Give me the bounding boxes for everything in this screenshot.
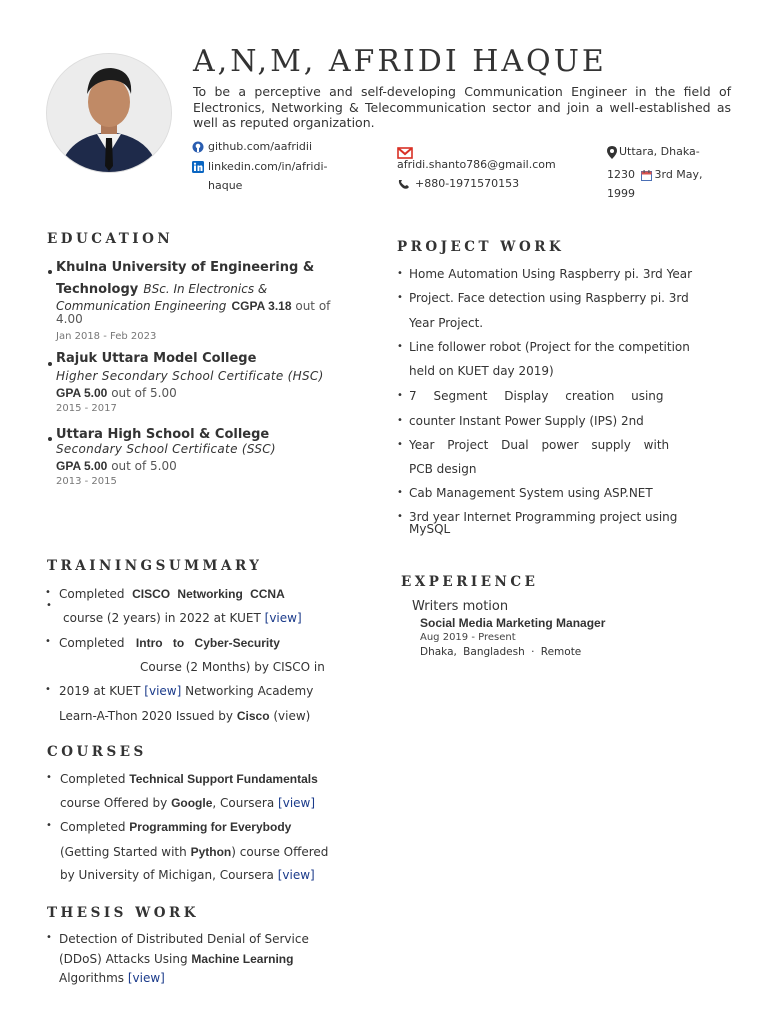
address-line-2: 1230 bbox=[607, 168, 635, 181]
project-line-6: 7 Segment Display creation using bbox=[409, 389, 664, 403]
training-5b: Networking Academy bbox=[185, 684, 314, 698]
location-pin-icon bbox=[607, 146, 617, 159]
course-1a: Completed bbox=[60, 772, 126, 786]
linkedin-icon bbox=[192, 161, 204, 173]
project-line-9: PCB design bbox=[409, 462, 477, 476]
address-line-1: Uttara, Dhaka- bbox=[619, 145, 700, 158]
course-line-3 bbox=[60, 820, 291, 834]
training-view-link-2[interactable]: [view] bbox=[144, 684, 182, 698]
training-2a: course (2 years) in 2022 at KUET bbox=[63, 611, 261, 625]
course-line-1 bbox=[60, 772, 318, 786]
training-view-link-3[interactable]: (view) bbox=[273, 709, 311, 723]
course-line-4 bbox=[60, 845, 328, 859]
project-line-7: counter Instant Power Supply (IPS) 2nd bbox=[409, 414, 644, 428]
thesis-line-2 bbox=[59, 952, 293, 966]
thesis-heading: THESIS WORK bbox=[47, 905, 199, 921]
project-line-11: 3rd year Internet Programming project using bbox=[409, 510, 678, 524]
course-view-link-1[interactable]: [view] bbox=[278, 796, 316, 810]
project-line-2: Project. Face detection using Raspberry pi. 3rd bbox=[409, 291, 689, 305]
edu-row-2 bbox=[56, 295, 330, 314]
address-dob-row bbox=[607, 165, 703, 184]
course-4a: (Getting Started with bbox=[60, 845, 187, 859]
bullet: • bbox=[397, 487, 403, 498]
bullet: • bbox=[45, 587, 51, 598]
profile-photo bbox=[46, 53, 172, 173]
experience-date: Aug 2019 - Present bbox=[420, 632, 516, 643]
bullet: • bbox=[397, 415, 403, 426]
project-line-12: MySQL bbox=[409, 522, 451, 536]
edu-cgpa-out-of: out of bbox=[295, 299, 331, 313]
course-2a: course Offered by bbox=[60, 796, 168, 810]
thesis-view-link[interactable]: [view] bbox=[127, 971, 165, 985]
edu-date-1: Jan 2018 - Feb 2023 bbox=[56, 331, 157, 342]
dob-line-2: 1999 bbox=[607, 187, 635, 200]
edu-school-2: Rajuk Uttara Model College bbox=[56, 351, 257, 366]
course-google: Google bbox=[171, 796, 213, 810]
linkedin-text-2[interactable]: haque bbox=[208, 179, 243, 192]
thesis-3a: Algorithms bbox=[59, 971, 125, 985]
bullet: • bbox=[46, 932, 52, 943]
edu-school-1a: Khulna University of Engineering & bbox=[56, 260, 315, 275]
experience-location: Dhaka, Bangladesh · Remote bbox=[420, 646, 582, 658]
edu-gpa-3-value: GPA 5.00 bbox=[56, 459, 108, 473]
training-heading: TRAININGSUMMARY bbox=[47, 558, 263, 574]
bullet: • bbox=[397, 341, 403, 352]
project-heading: PROJECT WORK bbox=[397, 239, 565, 255]
training-cyber: Intro to Cyber-Security bbox=[135, 636, 280, 650]
dob-line-1: 3rd May, bbox=[654, 168, 703, 181]
linkedin-text-1: linkedin.com/in/afridi- bbox=[208, 160, 328, 173]
training-line-3 bbox=[59, 636, 280, 650]
edu-gpa-3 bbox=[56, 459, 177, 473]
edu-cgpa: CGPA 3.18 bbox=[231, 299, 292, 313]
thesis-line-1: Detection of Distributed Denial of Service bbox=[59, 932, 309, 946]
training-line-1 bbox=[59, 587, 285, 601]
experience-company: Writers motion bbox=[412, 599, 509, 614]
training-line-6 bbox=[59, 709, 310, 723]
course-line-2 bbox=[60, 796, 315, 810]
training-1a: Completed bbox=[59, 587, 125, 601]
bullet bbox=[48, 270, 52, 274]
edu-degree-1a: BSc. In Electronics & bbox=[143, 282, 268, 296]
project-line-4: Line follower robot (Project for the competition bbox=[409, 340, 690, 354]
course-3a: Completed bbox=[60, 820, 126, 834]
bullet bbox=[48, 362, 52, 366]
edu-school-3: Uttara High School & College bbox=[56, 427, 270, 442]
candidate-name: A,N,M, AFRIDI HAQUE bbox=[193, 44, 607, 79]
project-line-1: Home Automation Using Raspberry pi. 3rd Year bbox=[409, 267, 693, 281]
training-3a: Completed bbox=[59, 636, 125, 650]
training-5a: 2019 at KUET bbox=[59, 684, 141, 698]
address-row bbox=[607, 142, 700, 161]
training-line-2 bbox=[63, 611, 302, 625]
bullet: • bbox=[397, 390, 403, 401]
training-ccna: CISCO Networking CCNA bbox=[132, 587, 285, 601]
linkedin-link[interactable] bbox=[192, 157, 327, 176]
edu-degree-2: Higher Secondary School Certificate (HSC) bbox=[56, 369, 324, 383]
project-line-5: held on KUET day 2019) bbox=[409, 364, 554, 378]
bullet: • bbox=[46, 820, 52, 831]
edu-gpa-2-value: GPA 5.00 bbox=[56, 386, 108, 400]
edu-degree-1b: Communication Engineering bbox=[56, 299, 227, 313]
course-4c: ) course Offered bbox=[231, 845, 329, 859]
course-tech-support: Technical Support Fundamentals bbox=[129, 772, 318, 786]
training-cisco: Cisco bbox=[236, 709, 270, 723]
edu-gpa-3-rest: out of 5.00 bbox=[111, 459, 177, 473]
course-2c: , Coursera bbox=[212, 796, 275, 810]
edu-gpa-2-rest: out of 5.00 bbox=[111, 386, 177, 400]
course-view-link-2[interactable]: [view] bbox=[277, 868, 315, 882]
bullet: • bbox=[397, 511, 403, 522]
project-line-3: Year Project. bbox=[409, 316, 484, 330]
training-view-link-1[interactable]: [view] bbox=[264, 611, 302, 625]
education-heading: EDUCATION bbox=[47, 231, 174, 247]
edu-date-3: 2013 - 2015 bbox=[56, 476, 117, 487]
experience-heading: EXPERIENCE bbox=[401, 574, 539, 590]
thesis-2a: (DDoS) Attacks Using bbox=[59, 952, 188, 966]
email-text[interactable]: afridi.shanto786@gmail.com bbox=[397, 158, 556, 171]
project-line-10: Cab Management System using ASP.NET bbox=[409, 486, 653, 500]
bullet: • bbox=[46, 600, 52, 611]
github-icon bbox=[192, 141, 204, 153]
bullet: • bbox=[397, 439, 403, 450]
training-line-5 bbox=[59, 684, 313, 698]
course-python: Python bbox=[190, 845, 232, 859]
training-6a: Learn-A-Thon 2020 Issued by bbox=[59, 709, 234, 723]
thesis-line-3 bbox=[59, 971, 165, 985]
bullet: • bbox=[397, 292, 403, 303]
phone-text: +880-1971570153 bbox=[415, 177, 520, 190]
bullet: • bbox=[46, 772, 52, 783]
bullet: • bbox=[45, 684, 51, 695]
course-programming: Programming for Everybody bbox=[129, 820, 292, 834]
bullet: • bbox=[397, 268, 403, 279]
phone-row bbox=[397, 174, 519, 193]
calendar-icon bbox=[641, 170, 652, 181]
course-5a: by University of Michigan, Coursera bbox=[60, 868, 274, 882]
edu-gpa-2 bbox=[56, 386, 177, 400]
thesis-ml: Machine Learning bbox=[191, 952, 294, 966]
courses-heading: COURSES bbox=[47, 744, 147, 760]
bullet: • bbox=[45, 636, 51, 647]
experience-role: Social Media Marketing Manager bbox=[420, 616, 606, 630]
career-objective: To be a perceptive and self-developing Communication Engineer in the field of Electronics, Networking & Telecommunication sector and join a well-established as well as reputed organization. bbox=[193, 84, 731, 130]
project-line-8: Year Project Dual power supply with bbox=[409, 438, 670, 452]
edu-school-1b: Technology bbox=[56, 282, 139, 297]
edu-cgpa-max: 4.00 bbox=[56, 312, 83, 326]
phone-icon bbox=[397, 178, 411, 190]
bullet bbox=[48, 437, 52, 441]
course-line-5 bbox=[60, 868, 315, 882]
edu-degree-3: Secondary School Certificate (SSC) bbox=[56, 442, 276, 456]
edu-date-2: 2015 - 2017 bbox=[56, 403, 117, 414]
github-text: github.com/aafridii bbox=[208, 140, 313, 153]
training-line-4: Course (2 Months) by CISCO in bbox=[140, 660, 325, 674]
github-link[interactable] bbox=[192, 137, 312, 156]
